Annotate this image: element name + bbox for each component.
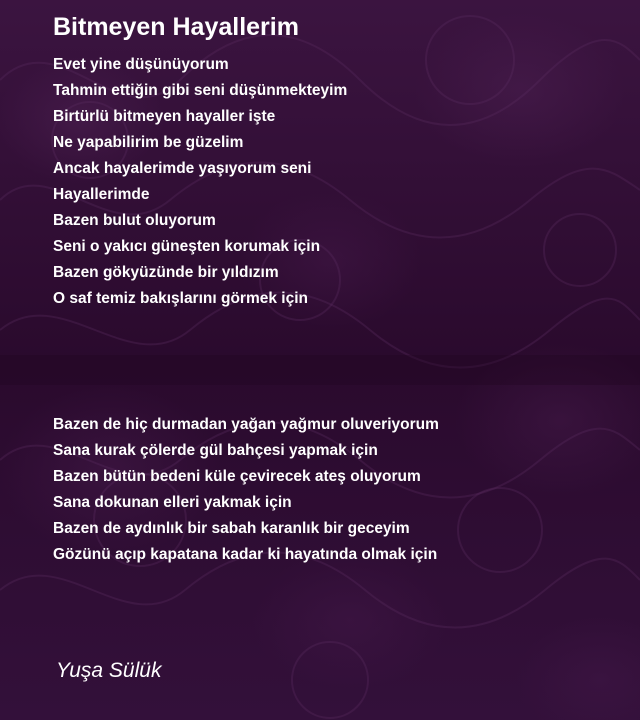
poem-line: O saf temiz bakışlarını görmek için (53, 290, 308, 307)
poem-line: Bazen de hiç durmadan yağan yağmur oluveriyorum (53, 416, 439, 433)
poem-line: Seni o yakıcı güneşten korumak için (53, 238, 321, 255)
poem-line: Tahmin ettiğin gibi seni düşünmekteyim (53, 82, 348, 99)
poem-line: Birtürlü bitmeyen hayaller işte (53, 108, 276, 125)
poem-line: Sana dokunan elleri yakmak için (53, 494, 292, 511)
poem-author: Yuşa Sülük (56, 659, 162, 682)
stanza-1 (53, 52, 347, 312)
poem-line: Sana kurak çölerde gül bahçesi yapmak için (53, 442, 378, 459)
poem-line: Bazen bulut oluyorum (53, 212, 216, 229)
poem-line: Hayallerimde (53, 186, 150, 203)
poem-line: Evet yine düşünüyorum (53, 56, 229, 73)
poem-line: Ancak hayalerimde yaşıyorum seni (53, 160, 312, 177)
poem-title: Bitmeyen Hayallerim (53, 13, 299, 41)
stanza-2 (53, 412, 439, 568)
poem-line: Bazen gökyüzünde bir yıldızım (53, 264, 279, 281)
poem-line: Gözünü açıp kapatana kadar ki hayatında olmak için (53, 546, 438, 563)
poem-line: Bazen de aydınlık bir sabah karanlık bir geceyim (53, 520, 410, 537)
poem-line: Ne yapabilirim be güzelim (53, 134, 244, 151)
poem-line: Bazen bütün bedeni küle çevirecek ateş oluyorum (53, 468, 421, 485)
